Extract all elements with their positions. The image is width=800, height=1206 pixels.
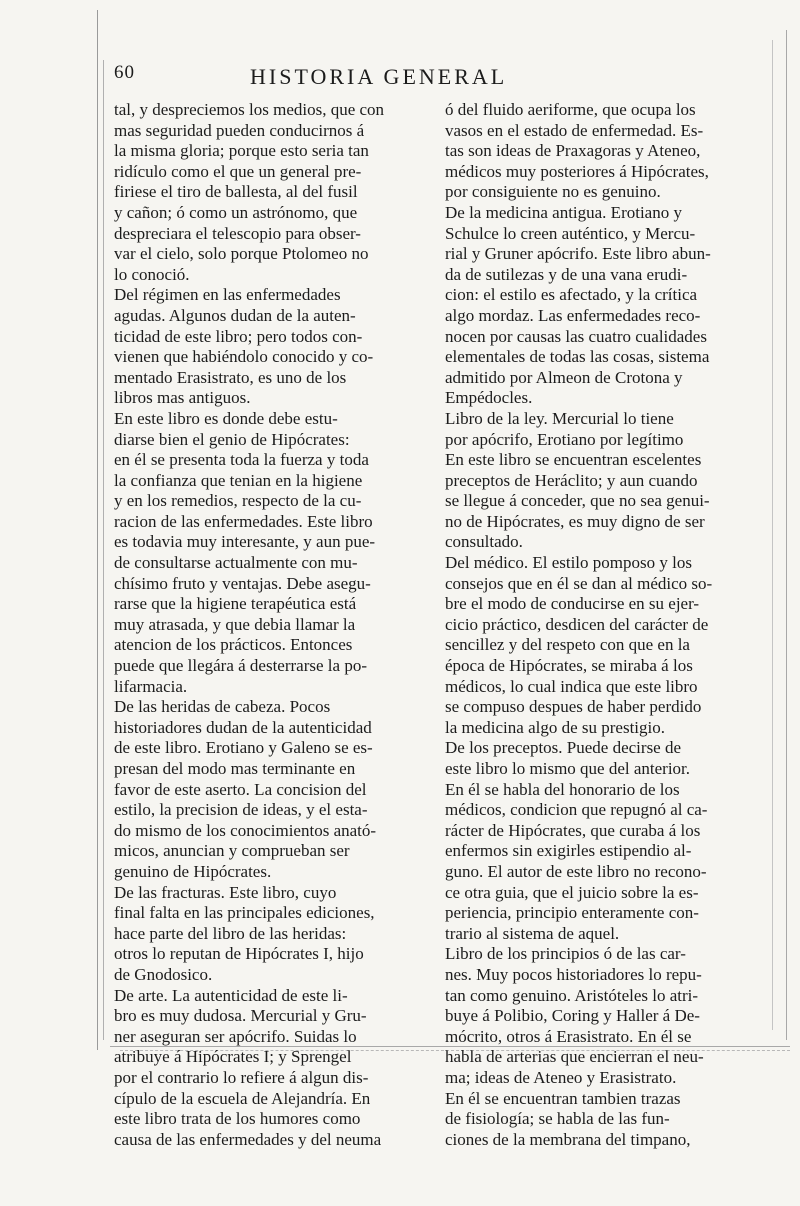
scan-edge-right <box>786 30 787 1040</box>
text-line: firiese el tiro de ballesta, al del fusil <box>114 182 358 202</box>
text-line: nocen por causas las cuatro cualidades <box>445 326 707 346</box>
text-line: ticidad de este libro; pero todos con- <box>114 326 363 346</box>
text-line: favor de este aserto. La concision del <box>114 779 367 799</box>
text-line: admitido por Almeon de Crotona y <box>445 367 683 387</box>
text-line: Libro de la ley. Mercurial lo tiene <box>445 408 674 428</box>
text-line: se llegue á conceder, que no sea genui- <box>445 491 710 511</box>
text-line: Schulce lo creen auténtico, y Mercu- <box>445 223 696 243</box>
text-line: nes. Muy pocos historiadores lo repu- <box>445 964 702 984</box>
text-line: De las heridas de cabeza. Pocos <box>114 697 331 717</box>
text-line: médicos, condicion que repugnó al ca- <box>445 800 708 820</box>
text-line: la misma gloria; porque esto seria tan <box>114 141 369 161</box>
text-line: En él se habla del honorario de los <box>445 779 680 799</box>
text-line: es todavia muy interesante, y aun pue- <box>114 532 376 552</box>
text-line: atencion de los prácticos. Entonces <box>114 635 353 655</box>
text-line: ridículo como el que un general pre- <box>114 161 362 181</box>
text-line: la confianza que tenian en la higiene <box>114 470 363 490</box>
text-line: otros lo reputan de Hipócrates I, hijo <box>114 944 364 964</box>
text-line: do mismo de los conocimientos anató- <box>114 820 377 840</box>
scan-edge-inner <box>103 60 104 1040</box>
text-line: ó del fluido aeriforme, que ocupa los <box>445 100 696 119</box>
text-line: tas son ideas de Praxagoras y Ateneo, <box>445 141 701 161</box>
page-number: 60 <box>114 62 135 83</box>
text-line: libros mas antiguos. <box>114 388 251 408</box>
scan-edge-right-inner <box>772 40 773 1030</box>
text-line: por apócrifo, Erotiano por legítimo <box>445 429 684 449</box>
text-line: De los preceptos. Puede decirse de <box>445 738 682 758</box>
left-text-column <box>114 100 424 1150</box>
text-line: de Gnodosico. <box>114 964 213 984</box>
text-line: y en los remedios, respecto de la cu- <box>114 491 362 511</box>
text-line: habla de arterias que encierran el neu- <box>445 1047 704 1067</box>
text-line: médicos, lo cual indica que este libro <box>445 676 698 696</box>
text-line: causa de las enfermedades y del neuma <box>114 1129 382 1149</box>
text-line: lifarmacia. <box>114 676 188 696</box>
text-line: este libro trata de los humores como <box>114 1109 361 1129</box>
text-line: var el cielo, solo porque Ptolomeo no <box>114 244 369 264</box>
text-line: ner aseguran ser apócrifo. Suidas lo <box>114 1026 357 1046</box>
text-line: cípulo de la escuela de Alejandría. En <box>114 1088 371 1108</box>
text-line: ciones de la membrana del timpano, <box>445 1129 691 1149</box>
text-line: tal, y despreciemos los medios, que con <box>114 100 385 119</box>
text-line: ce otra guia, que el juicio sobre la es- <box>445 882 699 902</box>
right-text-column <box>445 100 755 1150</box>
text-line: De arte. La autenticidad de este li- <box>114 985 348 1005</box>
text-line: cicio práctico, desdicen del carácter de <box>445 614 709 634</box>
text-line: rial y Gruner apócrifo. Este libro abun- <box>445 244 711 264</box>
text-line: cion: el estilo es afectado, y la crítica <box>445 285 698 305</box>
text-line: periencia, principio enteramente con- <box>445 903 699 923</box>
text-line: agudas. Algunos dudan de la auten- <box>114 305 356 325</box>
text-line: diarse bien el genio de Hipócrates: <box>114 429 350 449</box>
text-line: preceptos de Heráclito; y aun cuando <box>445 470 698 490</box>
text-line: atribuye á Hipócrates I; y Sprengel <box>114 1047 352 1067</box>
text-line: ma; ideas de Ateneo y Erasistrato. <box>445 1067 677 1087</box>
text-line: De la medicina antigua. Erotiano y <box>445 202 682 222</box>
text-line: y cañon; ó como un astrónomo, que <box>114 202 358 222</box>
text-line: racion de las enfermedades. Este libro <box>114 511 373 531</box>
text-line: por el contrario lo refiere á algun dis- <box>114 1067 369 1087</box>
running-title: HISTORIA GENERAL <box>250 64 508 89</box>
text-line: trario al sistema de aquel. <box>445 923 620 943</box>
scan-edge-left <box>97 10 98 1050</box>
text-line: tan como genuino. Aristóteles lo atri- <box>445 985 699 1005</box>
text-line: bre el modo de conducirse en su ejer- <box>445 594 700 614</box>
text-line: enfermos sin exigirles estipendio al- <box>445 841 692 861</box>
text-line: En él se encuentran tambien trazas <box>445 1088 681 1108</box>
text-line: da de sutilezas y de una vana erudi- <box>445 264 688 284</box>
text-line: mentado Erasistrato, es uno de los <box>114 367 347 387</box>
text-line: algo mordaz. Las enfermedades reco- <box>445 305 701 325</box>
text-line: vasos en el estado de enfermedad. Es- <box>445 120 704 140</box>
text-line: época de Hipócrates, se miraba á los <box>445 656 693 676</box>
text-line: historiadores dudan de la autenticidad <box>114 717 372 737</box>
text-line: bro es muy dudosa. Mercurial y Gru- <box>114 1006 367 1026</box>
text-line: no de Hipócrates, es muy digno de ser <box>445 511 705 531</box>
text-line: despreciara el telescopio para obser- <box>114 223 361 243</box>
text-line: rarse que la higiene terapéutica está <box>114 594 357 614</box>
text-line: elementales de todas las cosas, sistema <box>445 347 710 367</box>
text-line: en él se presenta toda la fuerza y toda <box>114 450 369 470</box>
text-line: de este libro. Erotiano y Galeno se es- <box>114 738 373 758</box>
text-line: final falta en las principales ediciones, <box>114 903 375 923</box>
text-line: En este libro es donde debe estu- <box>114 408 338 428</box>
text-line: vienen que habiéndolo conocido y co- <box>114 347 374 367</box>
text-line: médicos muy posteriores á Hipócrates, <box>445 161 709 181</box>
text-line: puede que llegára á desterrarse la po- <box>114 656 367 676</box>
text-line: este libro lo mismo que del anterior. <box>445 759 691 778</box>
text-line: hace parte del libro de las heridas: <box>114 923 347 943</box>
text-line: Del régimen en las enfermedades <box>114 285 341 305</box>
text-line: por consiguiente no es genuino. <box>445 182 661 202</box>
text-line: estilo, la precision de ideas, y el esta- <box>114 800 368 820</box>
text-line: genuino de Hipócrates. <box>114 861 272 881</box>
text-line: la medicina algo de su prestigio. <box>445 717 665 737</box>
text-line: consultado. <box>445 532 523 552</box>
text-line: rácter de Hipócrates, que curaba á los <box>445 820 701 840</box>
text-line: de consultarse actualmente con mu- <box>114 553 358 573</box>
text-line: de fisiología; se habla de las fun- <box>445 1109 670 1129</box>
text-line: Empédocles. <box>445 388 533 408</box>
text-line: En este libro se encuentran escelentes <box>445 450 702 470</box>
text-line: consejos que en él se dan al médico so- <box>445 573 713 593</box>
text-line: sencillez y del respeto con que en la <box>445 635 690 655</box>
text-line: De las fracturas. Este libro, cuyo <box>114 882 337 902</box>
text-line: buye á Polibio, Coring y Haller á De- <box>445 1006 700 1026</box>
text-line: lo conoció. <box>114 264 190 284</box>
text-line: mócrito, otros á Erasistrato. En él se <box>445 1026 692 1046</box>
text-line: muy atrasada, y que debia llamar la <box>114 614 356 634</box>
text-line: mas seguridad pueden conducirnos á <box>114 120 365 140</box>
text-line: presan del modo mas terminante en <box>114 759 356 778</box>
text-line: micos, anuncian y comprueban ser <box>114 841 350 861</box>
text-line: guno. El autor de este libro no recono- <box>445 861 707 881</box>
text-line: Libro de los principios ó de las car- <box>445 944 686 964</box>
text-line: Del médico. El estilo pomposo y los <box>445 553 692 573</box>
text-line: chísimo fruto y ventajas. Debe asegu- <box>114 573 371 593</box>
text-line: se compuso despues de haber perdido <box>445 697 702 717</box>
